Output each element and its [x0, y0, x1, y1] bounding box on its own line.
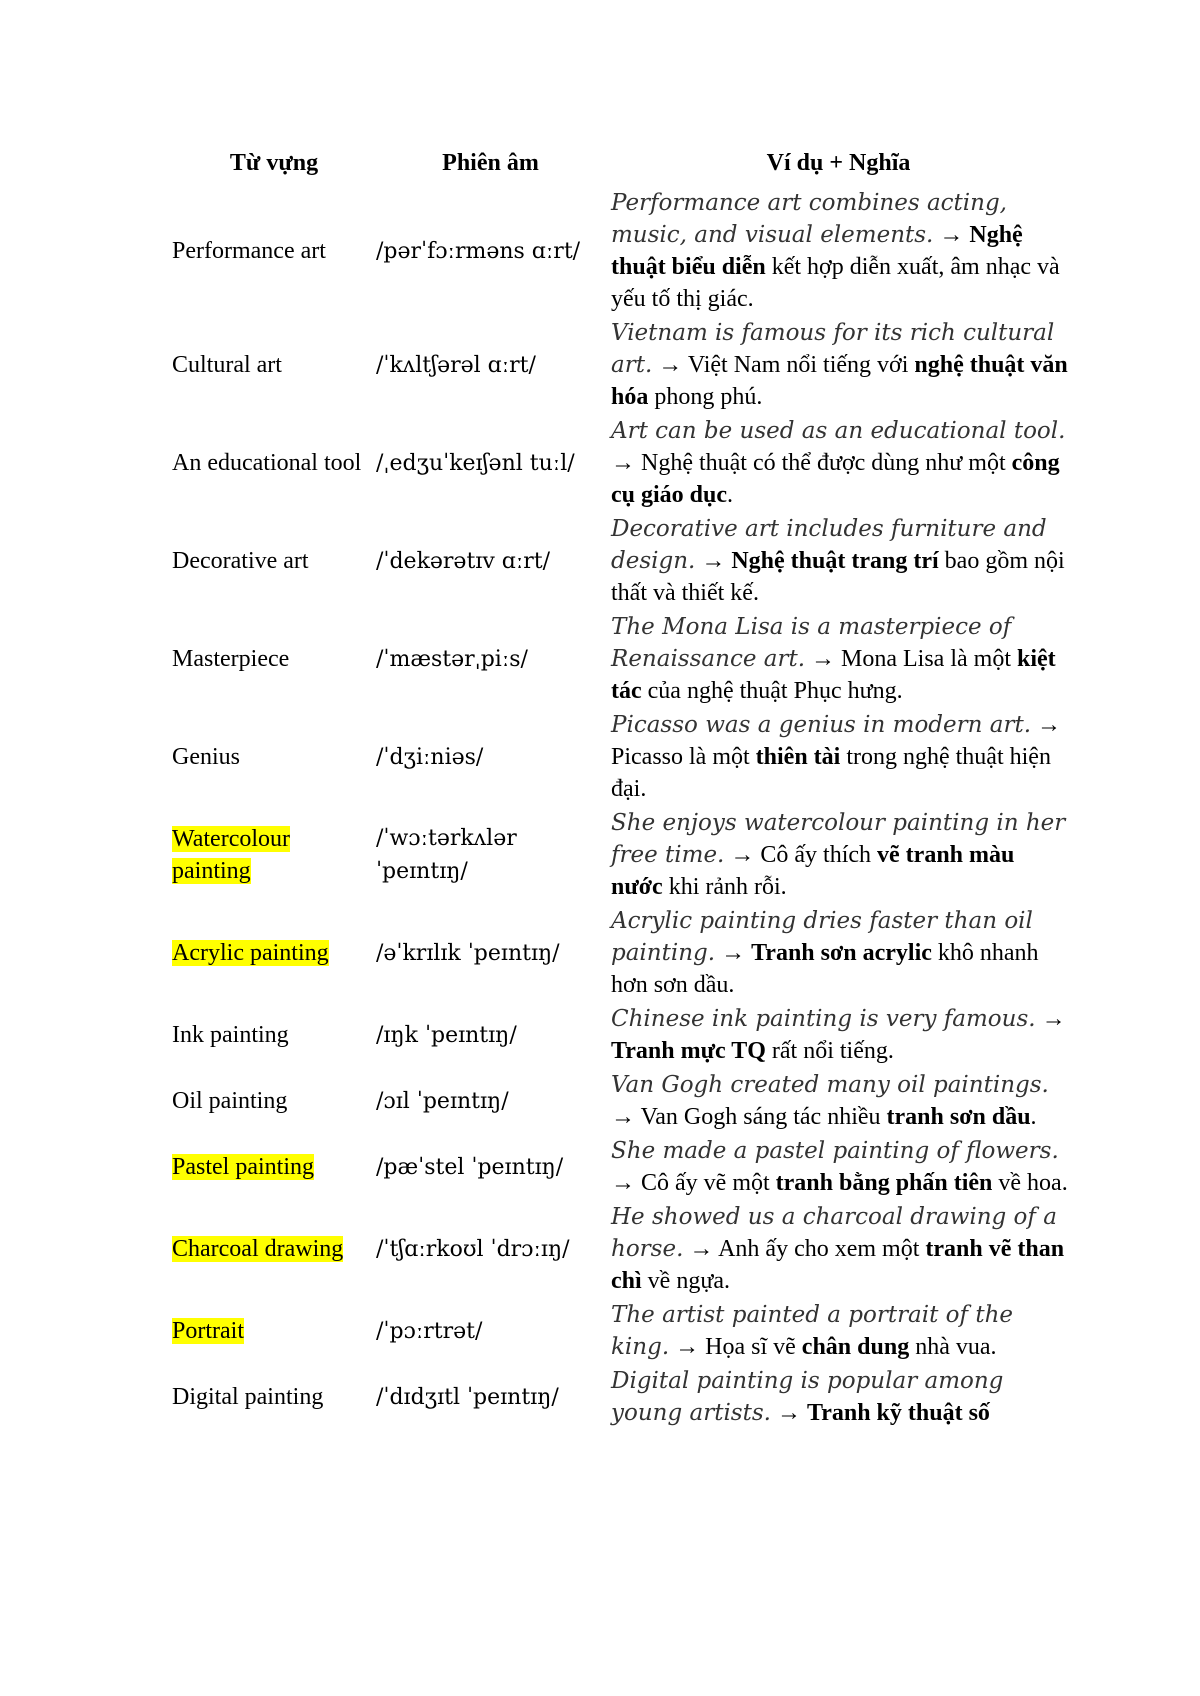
table-row — [172, 1200, 1072, 1298]
pronunciation: /ɔɪl ˈpeɪntɪŋ/ — [376, 1088, 509, 1114]
pronunciation: /ˈmæstərˌpiːs/ — [376, 646, 528, 672]
meaning-term: tranh bằng phấn tiên — [775, 1170, 993, 1196]
example-cell — [605, 1134, 1072, 1200]
vocab-word-cell — [172, 316, 376, 414]
meaning-after: nhà vua. — [915, 1334, 997, 1360]
arrow: → — [658, 352, 683, 378]
example-cell — [605, 414, 1072, 512]
pronunciation: /pərˈfɔːrməns ɑːrt/ — [376, 238, 581, 264]
meaning-before: Mona Lisa là một — [841, 646, 1011, 672]
example-cell — [605, 186, 1072, 316]
example-sentence: He showed us a charcoal drawing of a horse. — [611, 1204, 1057, 1262]
meaning-term: công cụ giáo dục — [611, 450, 1060, 508]
meaning-after: . — [727, 482, 734, 508]
pronunciation: /pæˈstel ˈpeɪntɪŋ/ — [376, 1154, 564, 1180]
vocab-word: Genius — [172, 744, 240, 770]
meaning-after: kết hợp diễn xuất, âm nhạc và yếu tố thị giác. — [611, 254, 1060, 312]
arrow: → — [1037, 712, 1062, 738]
example-cell — [605, 1002, 1072, 1068]
example-sentence: Vietnam is famous for its rich cultural art. — [611, 320, 1055, 378]
header-word: Từ vựng — [229, 150, 319, 176]
vocab-word-cell — [172, 512, 376, 610]
meaning-term: thiên tài — [755, 744, 841, 770]
meaning-after: rất nổi tiếng. — [771, 1038, 894, 1064]
pronunciation-cell — [376, 1298, 605, 1364]
vocab-word-cell — [172, 414, 376, 512]
meaning-before: Họa sĩ vẽ — [705, 1334, 796, 1360]
pronunciation: /ɪŋk ˈpeɪntɪŋ/ — [376, 1022, 517, 1048]
example-sentence: Picasso was a genius in modern art. — [611, 712, 1032, 738]
example-cell — [605, 512, 1072, 610]
meaning-term: kiệt tác — [611, 646, 1056, 704]
table-header-row — [172, 140, 1072, 186]
meaning-after: bao gồm nội thất và thiết kế. — [611, 548, 1065, 606]
pronunciation-cell — [376, 1068, 605, 1134]
vocab-word-cell — [172, 708, 376, 806]
vocab-word: Portrait — [172, 1318, 244, 1344]
pronunciation: /ˈdʒiːniəs/ — [376, 744, 484, 770]
arrow: → — [611, 1170, 635, 1196]
table-row — [172, 806, 1072, 904]
vocab-word: Acrylic painting — [172, 940, 329, 966]
pronunciation-cell — [376, 806, 605, 904]
meaning-term: chân dung — [801, 1334, 910, 1360]
example-sentence: Decorative art includes furniture and design. — [611, 516, 1047, 574]
table-row — [172, 186, 1072, 316]
meaning-before: Cô ấy thích — [760, 842, 872, 868]
example-sentence: She made a pastel painting of flowers. — [611, 1138, 1059, 1164]
meaning-after: trong nghệ thuật hiện đại. — [611, 744, 1051, 802]
example-sentence: Performance art combines acting, music, and visual elements. — [611, 190, 1007, 248]
example-sentence: Art can be used as an educational tool. — [611, 418, 1066, 444]
vocab-word-cell — [172, 1068, 376, 1134]
meaning-term: tranh sơn dầu — [886, 1104, 1031, 1130]
meaning-after: khi rảnh rỗi. — [668, 874, 787, 900]
pronunciation: /ˈdekərətɪv ɑːrt/ — [376, 548, 551, 574]
arrow: → — [811, 646, 836, 672]
pronunciation-cell — [376, 1364, 605, 1430]
meaning-after: phong phú. — [654, 384, 763, 410]
pronunciation: /ˈwɔːtərkʌlər ˈpeɪntɪŋ/ — [376, 826, 517, 884]
pronunciation: /ˈtʃɑːrkoʊl ˈdrɔːɪŋ/ — [376, 1236, 570, 1262]
pronunciation-cell — [376, 316, 605, 414]
table-row — [172, 1298, 1072, 1364]
vocab-word: Ink painting — [172, 1022, 289, 1048]
vocab-word-cell — [172, 1298, 376, 1364]
example-cell — [605, 1068, 1072, 1134]
pronunciation-cell — [376, 610, 605, 708]
table-row — [172, 316, 1072, 414]
example-sentence: The Mona Lisa is a masterpiece of Renaissance art. — [611, 614, 1012, 672]
example-sentence: Acrylic painting dries faster than oil painting. — [611, 908, 1033, 966]
vocab-word-cell — [172, 610, 376, 708]
meaning-term: Tranh sơn acrylic — [751, 940, 932, 966]
arrow: → — [1041, 1006, 1066, 1032]
table-row — [172, 904, 1072, 1002]
example-sentence: The artist painted a portrait of the king. — [611, 1302, 1014, 1360]
pronunciation: /ˈdɪdʒɪtl ˈpeɪntɪŋ/ — [376, 1384, 559, 1410]
meaning-before: Việt Nam nổi tiếng với — [687, 352, 909, 378]
header-ipa: Phiên âm — [442, 150, 539, 176]
vocab-word: Digital painting — [172, 1384, 324, 1410]
example-cell — [605, 316, 1072, 414]
meaning-after: của nghệ thuật Phục hưng. — [647, 678, 903, 704]
table-row — [172, 708, 1072, 806]
vocab-word: Cultural art — [172, 352, 282, 378]
table-row — [172, 1002, 1072, 1068]
pronunciation: /ˈkʌltʃərəl ɑːrt/ — [376, 352, 536, 378]
example-sentence: Van Gogh created many oil paintings. — [611, 1072, 1049, 1098]
table-row — [172, 610, 1072, 708]
arrow: → — [611, 1104, 635, 1130]
pronunciation-cell — [376, 414, 605, 512]
example-cell — [605, 806, 1072, 904]
arrow: → — [721, 940, 746, 966]
vocab-word-cell — [172, 1364, 376, 1430]
table-row — [172, 414, 1072, 512]
arrow: → — [701, 548, 726, 574]
arrow: → — [730, 842, 755, 868]
vocab-word-cell — [172, 1200, 376, 1298]
example-cell — [605, 1298, 1072, 1364]
meaning-before: Nghệ thuật có thể được dùng như một — [641, 450, 1006, 476]
example-sentence: Chinese ink painting is very famous. — [611, 1006, 1036, 1032]
arrow: → — [611, 450, 635, 476]
vocab-word: Pastel painting — [172, 1154, 314, 1180]
meaning-before: Cô ấy vẽ một — [641, 1170, 770, 1196]
pronunciation: /ˌedʒuˈkeɪʃənl tuːl/ — [376, 450, 575, 476]
vocab-word-cell — [172, 1134, 376, 1200]
meaning-after: về ngựa. — [647, 1268, 730, 1294]
meaning-before: Anh ấy cho xem một — [718, 1236, 920, 1262]
meaning-term: tranh vẽ than chì — [611, 1236, 1065, 1294]
example-cell — [605, 904, 1072, 1002]
vocabulary-table — [172, 140, 1072, 1430]
document-page — [172, 140, 1072, 1430]
meaning-after: . — [1030, 1104, 1037, 1130]
pronunciation-cell — [376, 904, 605, 1002]
example-cell — [605, 610, 1072, 708]
pronunciation: /ˈpɔːrtrət/ — [376, 1318, 483, 1344]
arrow: → — [939, 222, 964, 248]
meaning-after: về hoa. — [998, 1170, 1068, 1196]
meaning-term: vẽ tranh màu nước — [611, 842, 1015, 900]
vocab-word: Masterpiece — [172, 646, 290, 672]
table-row — [172, 1364, 1072, 1430]
pronunciation-cell — [376, 1002, 605, 1068]
vocab-word-cell — [172, 186, 376, 316]
example-sentence: She enjoys watercolour painting in her free time. — [611, 810, 1066, 868]
meaning-term: nghệ thuật văn hóa — [611, 352, 1068, 410]
meaning-term: Nghệ thuật biểu diễn — [611, 222, 1023, 280]
vocab-word-cell — [172, 806, 376, 904]
meaning-before: Van Gogh sáng tác nhiều — [640, 1104, 881, 1130]
pronunciation-cell — [376, 186, 605, 316]
meaning-before: Picasso là một — [611, 744, 750, 770]
pronunciation-cell — [376, 708, 605, 806]
table-row — [172, 1134, 1072, 1200]
vocab-word-cell — [172, 904, 376, 1002]
vocab-word: Performance art — [172, 238, 326, 264]
header-example: Ví dụ + Nghĩa — [766, 150, 911, 176]
vocab-word: Charcoal drawing — [172, 1236, 344, 1262]
example-sentence: Digital painting is popular among young artists. — [611, 1368, 1004, 1426]
table-row — [172, 1068, 1072, 1134]
pronunciation: /əˈkrɪlɪk ˈpeɪntɪŋ/ — [376, 940, 560, 966]
vocab-word-cell — [172, 1002, 376, 1068]
arrow: → — [689, 1236, 714, 1262]
meaning-term: Tranh mực TQ — [611, 1038, 766, 1064]
table-body — [172, 186, 1072, 1430]
arrow: → — [776, 1400, 801, 1426]
vocab-word: Oil painting — [172, 1088, 288, 1114]
table-row — [172, 512, 1072, 610]
meaning-term: Nghệ thuật trang trí — [731, 548, 939, 574]
example-cell — [605, 1364, 1072, 1430]
example-cell — [605, 708, 1072, 806]
meaning-term: Tranh kỹ thuật số — [806, 1400, 990, 1426]
vocab-word: Watercolour painting — [172, 826, 291, 884]
arrow: → — [675, 1334, 700, 1360]
vocab-word: Decorative art — [172, 548, 309, 574]
pronunciation-cell — [376, 512, 605, 610]
pronunciation-cell — [376, 1134, 605, 1200]
example-cell — [605, 1200, 1072, 1298]
vocab-word: An educational tool — [172, 450, 362, 476]
meaning-after: khô nhanh hơn sơn dầu. — [611, 940, 1039, 998]
pronunciation-cell — [376, 1200, 605, 1298]
